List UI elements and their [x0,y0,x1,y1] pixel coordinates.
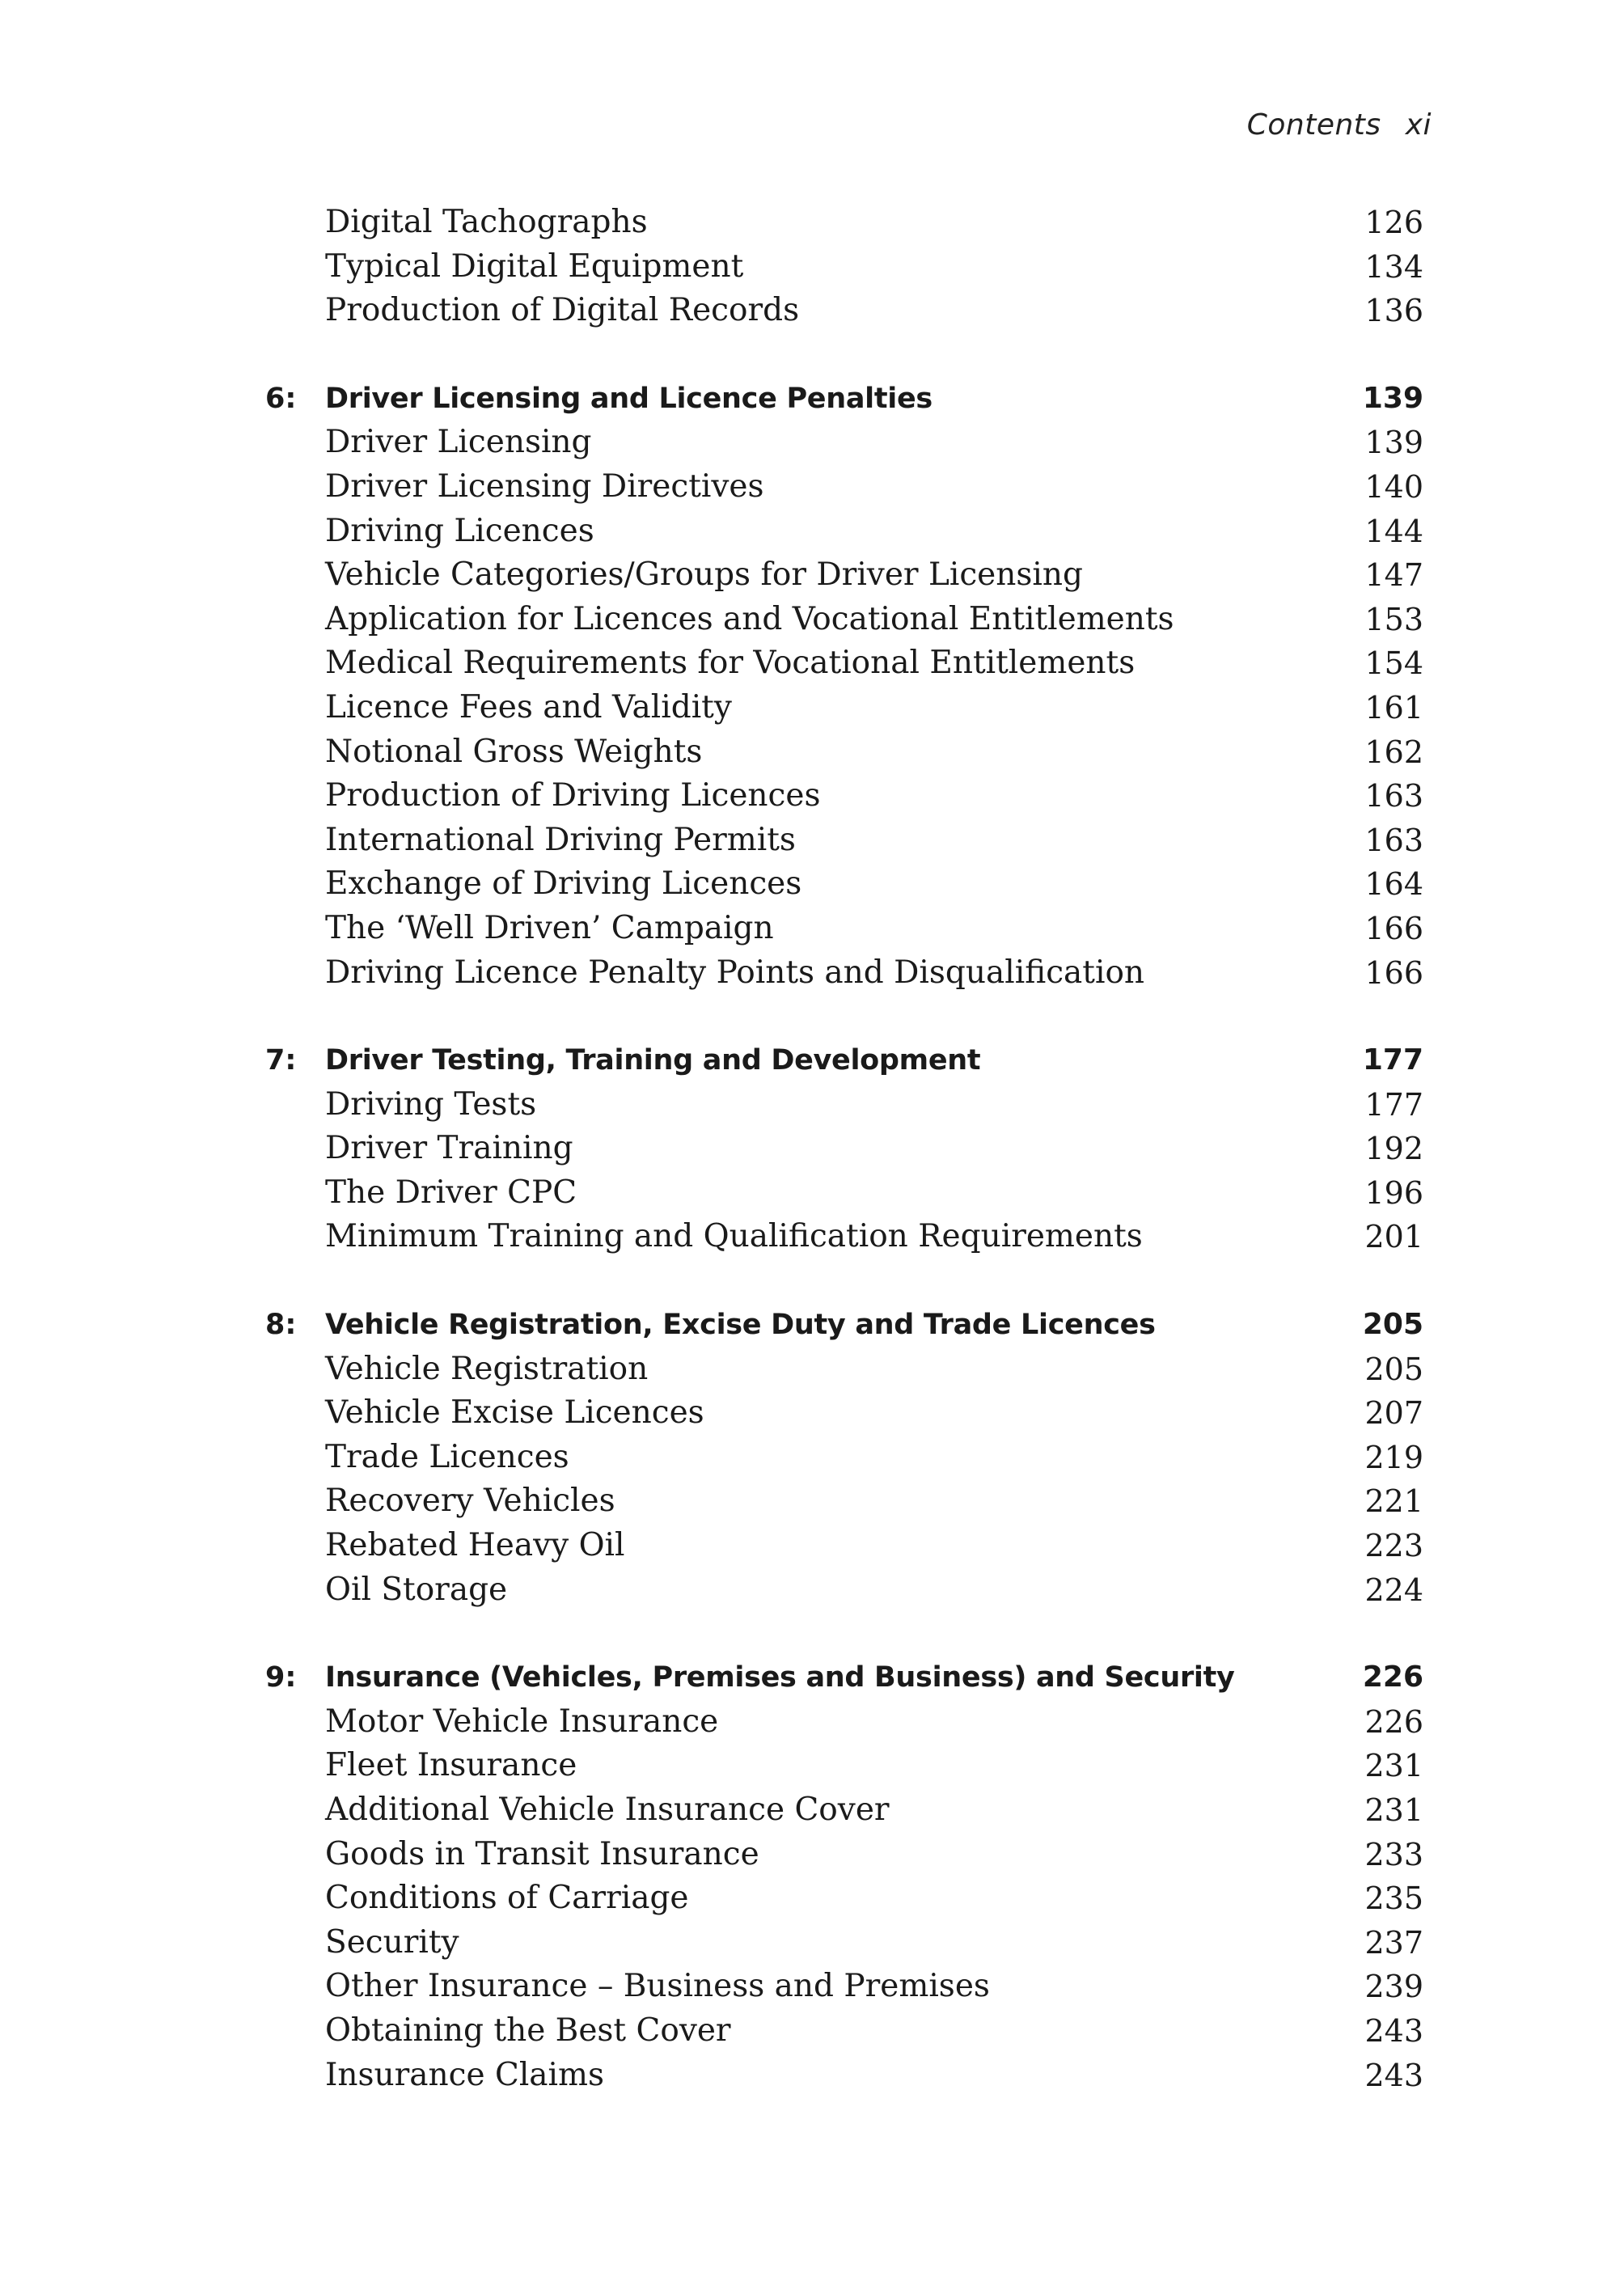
table-of-contents [265,201,1430,2097]
entry-title: International Driving Permits [325,821,796,858]
entry-title: The ‘Well Driven’ Campaign [325,909,774,946]
entry-page-number: 153 [1364,601,1423,637]
entry-title: Production of Digital Records [325,292,800,329]
entry-title: Recovery Vehicles [325,1483,615,1520]
toc-entry [265,245,1430,290]
entry-title: Oil Storage [325,1571,508,1608]
toc-entry [265,1788,1430,1833]
entry-page-number: 223 [1364,1528,1423,1564]
entry-page-number: 164 [1364,866,1423,903]
entry-page-number: 239 [1364,1969,1423,2005]
toc-entry [265,951,1430,996]
chapter-heading [265,1039,1430,1083]
toc-entry [265,1744,1430,1788]
toc-entry [265,1347,1430,1392]
running-head-label: Contents [1246,108,1381,142]
chapter-title: Insurance (Vehicles, Premises and Business) and Security [325,1661,1235,1694]
entry-title: Medical Requirements for Vocational Entitlements [325,645,1136,682]
entry-title: Motor Vehicle Insurance [325,1703,719,1740]
entry-page-number: 192 [1364,1131,1423,1167]
entry-title: Additional Vehicle Insurance Cover [325,1792,890,1828]
entry-page-number: 162 [1364,734,1423,770]
entry-title: Security [325,1923,459,1961]
entry-page-number: 221 [1364,1483,1423,1520]
toc-entry [265,1524,1430,1568]
chapter-page-number: 139 [1362,381,1423,415]
chapter-page-number: 205 [1362,1308,1423,1342]
entry-title: Driver Licensing Directives [325,467,764,505]
chapter-section [265,377,1430,995]
entry-title: Exchange of Driving Licences [325,865,802,903]
entry-title: Driver Training [325,1130,573,1167]
entry-page-number: 166 [1364,910,1423,946]
entry-page-number: 235 [1364,1881,1423,1917]
entry-page-number: 144 [1364,513,1423,549]
entry-page-number: 140 [1364,468,1423,505]
entry-title: Driving Licence Penalty Points and Disqualification [325,954,1145,991]
entry-page-number: 243 [1364,2057,1423,2093]
entry-title: Application for Licences and Vocational Entitlements [325,600,1174,637]
chapter-heading [265,1303,1430,1347]
entry-title: Rebated Heavy Oil [325,1527,625,1564]
toc-entry [265,1700,1430,1745]
entry-page-number: 166 [1364,954,1423,991]
toc-entry [265,1127,1430,1171]
toc-entry [265,1215,1430,1259]
entry-title: Driving Tests [325,1085,537,1123]
entry-page-number: 163 [1364,778,1423,814]
chapter-heading [265,377,1430,421]
entry-title: Trade Licences [325,1438,569,1475]
chapter-number: 8: [265,1309,297,1342]
entry-page-number: 243 [1364,2012,1423,2049]
entry-page-number: 177 [1364,1086,1423,1123]
entry-page-number: 139 [1364,425,1423,461]
entry-title: Minimum Training and Qualification Requirements [325,1218,1143,1255]
entry-title: Vehicle Registration [325,1350,649,1387]
entry-page-number: 154 [1364,645,1423,682]
entry-title: Obtaining the Best Cover [325,2012,731,2049]
toc-entry [265,421,1430,465]
entry-page-number: 136 [1364,293,1423,329]
chapter-number: 6: [265,382,297,415]
toc-entry [265,598,1430,642]
toc-entry [265,1083,1430,1127]
toc-entry [265,2009,1430,2054]
chapter-page-number: 226 [1362,1661,1423,1694]
entry-page-number: 201 [1364,1219,1423,1255]
entry-page-number: 226 [1364,1703,1423,1740]
entry-title: Driving Licences [325,512,594,549]
entry-page-number: 207 [1364,1395,1423,1432]
toc-entry [265,2054,1430,2098]
toc-entry [265,553,1430,598]
running-head-page-number: xi [1405,108,1432,142]
entry-page-number: 237 [1364,1924,1423,1961]
chapter-title: Vehicle Registration, Excise Duty and Trade Licences [325,1309,1156,1342]
toc-entry [265,774,1430,819]
toc-entry [265,1436,1430,1480]
entry-page-number: 147 [1364,557,1423,594]
running-head [1247,108,1432,142]
chapter-number: 9: [265,1661,297,1694]
entry-title: Vehicle Excise Licences [325,1394,704,1432]
entry-title: Production of Driving Licences [325,777,821,814]
chapter-section [265,1656,1430,2097]
toc-entry [265,1391,1430,1436]
toc-entry [265,819,1430,863]
continued-section [265,201,1430,333]
toc-entry [265,862,1430,907]
entry-page-number: 205 [1364,1351,1423,1387]
chapter-title: Driver Licensing and Licence Penalties [325,382,933,415]
chapter-section [265,1303,1430,1612]
toc-entry [265,641,1430,686]
entry-title: Digital Tachographs [325,204,648,240]
toc-entry [265,1876,1430,1921]
toc-entry [265,907,1430,951]
chapter-page-number: 177 [1362,1043,1423,1077]
entry-page-number: 224 [1364,1572,1423,1608]
chapter-number: 7: [265,1044,297,1077]
toc-entry [265,1921,1430,1965]
entry-page-number: 231 [1364,1792,1423,1828]
toc-entry [265,1833,1430,1877]
entry-title: The Driver CPC [325,1174,577,1211]
chapter-title: Driver Testing, Training and Development [325,1044,981,1077]
entry-page-number: 196 [1364,1174,1423,1211]
entry-page-number: 161 [1364,689,1423,726]
entry-title: Fleet Insurance [325,1747,577,1784]
entry-title: Licence Fees and Validity [325,688,732,726]
entry-title: Typical Digital Equipment [325,247,744,285]
entry-page-number: 219 [1364,1439,1423,1475]
entry-page-number: 231 [1364,1748,1423,1784]
entry-page-number: 126 [1364,205,1423,240]
chapter-section [265,1039,1430,1259]
entry-title: Insurance Claims [325,2056,605,2093]
toc-entry [265,1479,1430,1524]
entry-title: Vehicle Categories/Groups for Driver Licensing [325,556,1083,594]
entry-page-number: 163 [1364,822,1423,858]
chapter-heading [265,1656,1430,1700]
toc-entry [265,465,1430,510]
entry-title: Other Insurance – Business and Premises [325,1968,990,2005]
toc-entry [265,730,1430,775]
entry-page-number: 233 [1364,1836,1423,1872]
toc-entry [265,686,1430,730]
toc-entry [265,201,1430,245]
entry-title: Driver Licensing [325,424,592,461]
entry-title: Goods in Transit Insurance [325,1835,759,1872]
toc-entry [265,1965,1430,2009]
entry-title: Conditions of Carriage [325,1880,689,1917]
toc-entry [265,289,1430,333]
toc-entry [265,1568,1430,1613]
entry-title: Notional Gross Weights [325,733,703,770]
toc-entry [265,1171,1430,1216]
entry-page-number: 134 [1364,248,1423,285]
toc-entry [265,510,1430,554]
